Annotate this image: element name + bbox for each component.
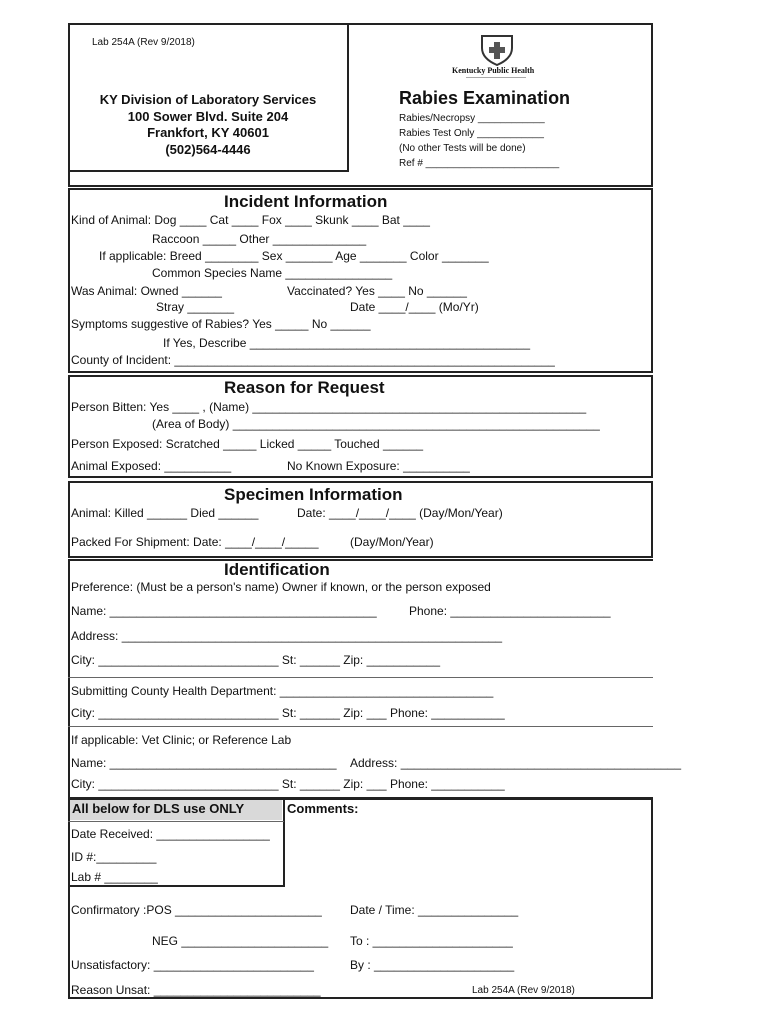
animal-exposed-field[interactable]: Animal Exposed: __________ [71, 459, 232, 473]
no-known-exposure-field[interactable]: No Known Exposure: __________ [287, 459, 470, 473]
divider-county [68, 677, 653, 678]
date-received-field[interactable]: Date Received: _________________ [71, 827, 270, 841]
person-bitten-field[interactable]: Person Bitten: Yes ____ , (Name) __________________________________________________ [71, 400, 587, 414]
specimen-heading: Specimen Information [224, 485, 403, 504]
org-city: Frankfort, KY 40601 [147, 125, 269, 140]
logo-underline [466, 77, 526, 78]
identification-heading: Identification [224, 560, 330, 579]
ref-number-field[interactable]: Ref # ________________________ [399, 158, 560, 169]
id-number-field[interactable]: ID #:_________ [71, 850, 157, 864]
vaccination-date-field[interactable]: Date ____/____ (Mo/Yr) [350, 300, 479, 314]
unsatisfactory-field[interactable]: Unsatisfactory: ________________________ [71, 958, 314, 972]
dls-heading: All below for DLS use ONLY [72, 801, 245, 816]
comments-label: Comments: [287, 801, 359, 816]
person-exposed-field[interactable]: Person Exposed: Scratched _____ Licked _____ Touched ______ [71, 437, 424, 451]
killed-died-field[interactable]: Animal: Killed ______ Died ______ [71, 506, 259, 520]
reason-unsat-field[interactable]: Reason Unsat: _________________________ [71, 983, 321, 997]
org-phone: (502)564-4446 [165, 142, 251, 157]
area-of-body-field[interactable]: (Area of Body) _______________________________________________________ [152, 417, 600, 431]
stray-field[interactable]: Stray _______ [156, 300, 235, 314]
breed-sex-age-row[interactable]: If applicable: Breed ________ Sex _______ Age _______ Color _______ [99, 249, 489, 263]
shipment-date-format: (Day/Mon/Year) [350, 535, 434, 549]
county-city-row[interactable]: City: ___________________________ St: ______ Zip: ___ Phone: ___________ [71, 706, 505, 720]
incident-heading: Incident Information [224, 192, 388, 211]
kind-of-animal-row[interactable]: Kind of Animal: Dog ____ Cat ____ Fox ____ Skunk ____ Bat ____ [71, 213, 430, 227]
vaccinated-field[interactable]: Vaccinated? Yes ____ No ______ [287, 284, 467, 298]
vet-clinic-label: If applicable: Vet Clinic; or Reference Lab [71, 733, 292, 747]
preference-note: Preference: (Must be a person's name) Owner if known, or the person exposed [71, 580, 491, 594]
vet-city-row[interactable]: City: ___________________________ St: ______ Zip: ___ Phone: ___________ [71, 777, 505, 791]
form-title: Rabies Examination [399, 88, 571, 108]
species-name-field[interactable]: Common Species Name ________________ [152, 266, 393, 280]
kentucky-shield-logo-icon [478, 32, 516, 66]
county-health-dept-field[interactable]: Submitting County Health Department: ________________________________ [71, 684, 494, 698]
option-note: (No other Tests will be done) [399, 143, 526, 154]
confirmatory-pos-field[interactable]: Confirmatory :POS ______________________ [71, 903, 322, 917]
specimen-date-field[interactable]: Date: ____/____/____ (Day/Mon/Year) [297, 506, 503, 520]
owner-address-field[interactable]: Address: _________________________________________________________ [71, 629, 503, 643]
header-bottom-rule [68, 170, 349, 172]
raccoon-other-row[interactable]: Raccoon _____ Other ______________ [152, 232, 367, 246]
vet-address-field[interactable]: Address: __________________________________________ [350, 756, 681, 770]
owner-phone-field[interactable]: Phone: ________________________ [409, 604, 611, 618]
logo-text: Kentucky Public Health [452, 66, 535, 75]
county-incident-field[interactable]: County of Incident: _________________________________________________________ [71, 353, 555, 367]
footer-form-id: Lab 254A (Rev 9/2018) [472, 985, 575, 996]
lab-number-field[interactable]: Lab # ________ [71, 870, 158, 884]
reason-heading: Reason for Request [224, 378, 385, 397]
to-field[interactable]: To : _____________________ [350, 934, 513, 948]
option-rabies-necropsy[interactable]: Rabies/Necropsy ____________ [399, 113, 545, 124]
divider-vet [68, 726, 653, 727]
shipment-date-field[interactable]: Packed For Shipment: Date: ____/____/_____ [71, 535, 319, 549]
org-name: KY Division of Laboratory Services [99, 92, 317, 107]
date-time-field[interactable]: Date / Time: _______________ [350, 903, 519, 917]
symptoms-field[interactable]: Symptoms suggestive of Rabies? Yes _____ No ______ [71, 317, 371, 331]
by-field[interactable]: By : _____________________ [350, 958, 515, 972]
dls-heading-rule [68, 821, 284, 822]
option-rabies-test-only[interactable]: Rabies Test Only ____________ [399, 128, 544, 139]
dls-box-bottom [68, 885, 285, 887]
vet-name-field[interactable]: Name: __________________________________ [71, 756, 337, 770]
owner-name-field[interactable]: Name: ________________________________________ [71, 604, 377, 618]
owner-city-row[interactable]: City: ___________________________ St: ______ Zip: ___________ [71, 653, 440, 667]
confirmatory-neg-field[interactable]: NEG ______________________ [152, 934, 329, 948]
describe-field[interactable]: If Yes, Describe __________________________________________ [163, 336, 531, 350]
org-street: 100 Sower Blvd. Suite 204 [127, 109, 289, 124]
dls-divider [283, 798, 285, 886]
form-id: Lab 254A (Rev 9/2018) [92, 37, 195, 48]
owned-field[interactable]: Was Animal: Owned ______ [71, 284, 222, 298]
